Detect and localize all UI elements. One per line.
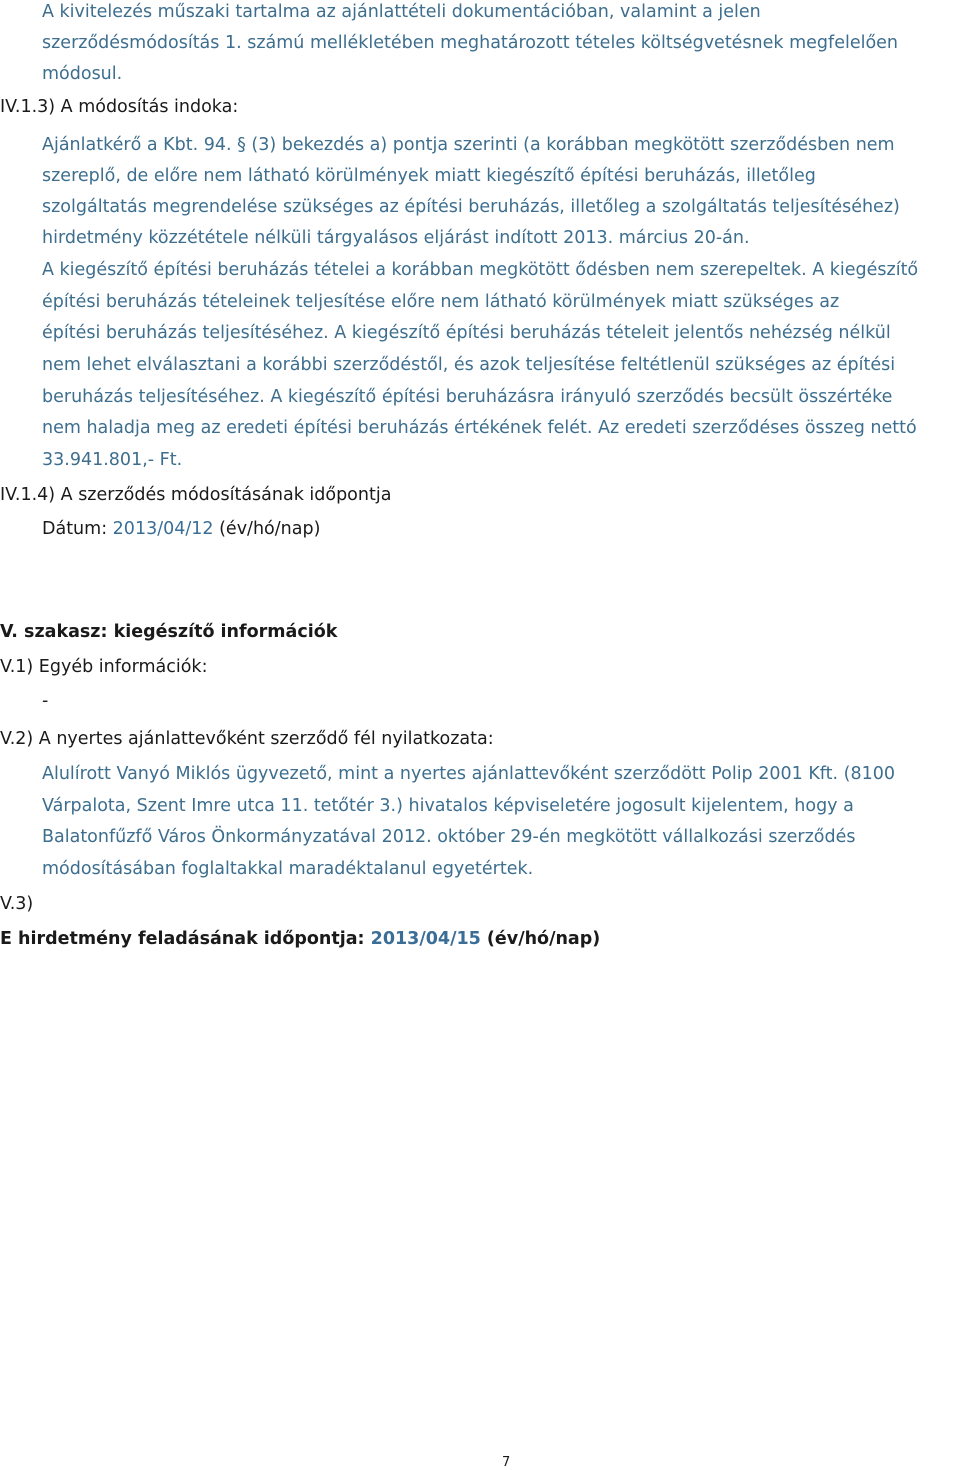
iv13-p1-line: hirdetmény közzététele nélküli tárgyalásos eljárást indított 2013. március 20-án. bbox=[42, 228, 750, 248]
iv13-p2-line: A kiegészítő építési beruházás tételei a korábban megkötött ődésben nem szerepeltek. A kiegészítő bbox=[42, 260, 919, 280]
iv13-p2-line: 33.941.801,- Ft. bbox=[42, 450, 183, 470]
section-iv14-heading: IV.1.4) A szerződés módosításának időpontja bbox=[0, 485, 392, 505]
v2-text-line: módosításában foglaltakkal maradéktalanul egyetértek. bbox=[42, 859, 534, 879]
v3-heading: V.3) bbox=[0, 894, 34, 914]
iv13-p1-line: szolgáltatás megrendelése szükséges az építési beruházás, illetőleg a szolgáltatás teljesítéséhez) bbox=[42, 197, 900, 217]
iv13-p1-line: Ajánlatkérő a Kbt. 94. § (3) bekezdés a) pontja szerinti (a korábban megkötött szerződésben nem bbox=[42, 135, 895, 155]
v2-text-line: Alulírott Vanyó Miklós ügyvezető, mint a nyertes ajánlattevőként szerződött Polip 2001 Kft. (8100 bbox=[42, 764, 896, 784]
publication-suffix: (év/hó/nap) bbox=[480, 929, 601, 949]
v1-value: - bbox=[42, 691, 49, 711]
v2-heading: V.2) A nyertes ajánlattevőként szerződő fél nyilatkozata: bbox=[0, 729, 494, 749]
iv13-p2-line: beruházás teljesítéséhez. A kiegészítő építési beruházásra irányuló szerződés becsült összértéke bbox=[42, 387, 893, 407]
intro-line-3: módosul. bbox=[42, 64, 123, 84]
v1-heading: V.1) Egyéb információk: bbox=[0, 657, 208, 677]
iv13-p2-line: építési beruházás tételeinek teljesítése előre nem látható körülmények miatt szükséges az bbox=[42, 292, 840, 312]
v2-text-line: Várpalota, Szent Imre utca 11. tetőtér 3.) hivatalos képviseletére jogosult kijelentem, hogy a bbox=[42, 796, 854, 816]
iv13-p1-line: szereplő, de előre nem látható körülmények miatt kiegészítő építési beruházás, illetőleg bbox=[42, 166, 816, 186]
iv13-p2-line: építési beruházás teljesítéséhez. A kiegészítő építési beruházás tételeit jelentős nehézség nélkül bbox=[42, 323, 891, 343]
intro-line-1: A kivitelezés műszaki tartalma az ajánlattételi dokumentációban, valamint a jelen bbox=[42, 2, 761, 22]
section-iv13-heading: IV.1.3) A módosítás indoka: bbox=[0, 97, 239, 117]
publication-date: 2013/04/15 bbox=[370, 929, 481, 949]
v2-text-line: Balatonfűzfő Város Önkormányzatával 2012. október 29-én megkötött vállalkozási szerződés bbox=[42, 827, 856, 847]
date-label: Dátum: bbox=[42, 519, 113, 539]
section-v-heading: V. szakasz: kiegészítő információk bbox=[0, 622, 338, 642]
modification-date bbox=[42, 521, 320, 539]
page-number: 7 bbox=[502, 1455, 511, 1470]
publication-date-line bbox=[0, 931, 600, 949]
date-suffix: (év/hó/nap) bbox=[213, 519, 321, 539]
publication-label: E hirdetmény feladásának időpontja: bbox=[0, 929, 371, 949]
iv13-p2-line: nem haladja meg az eredeti építési beruházás értékének felét. Az eredeti szerződéses összeg nettó bbox=[42, 418, 917, 438]
date-value: 2013/04/12 bbox=[112, 519, 214, 539]
iv13-p2-line: nem lehet elválasztani a korábbi szerződéstől, és azok teljesítése feltétlenül szükséges az építési bbox=[42, 355, 896, 375]
intro-line-2: szerződésmódosítás 1. számú mellékletében meghatározott tételes költségvetésnek megfelelően bbox=[42, 33, 899, 53]
